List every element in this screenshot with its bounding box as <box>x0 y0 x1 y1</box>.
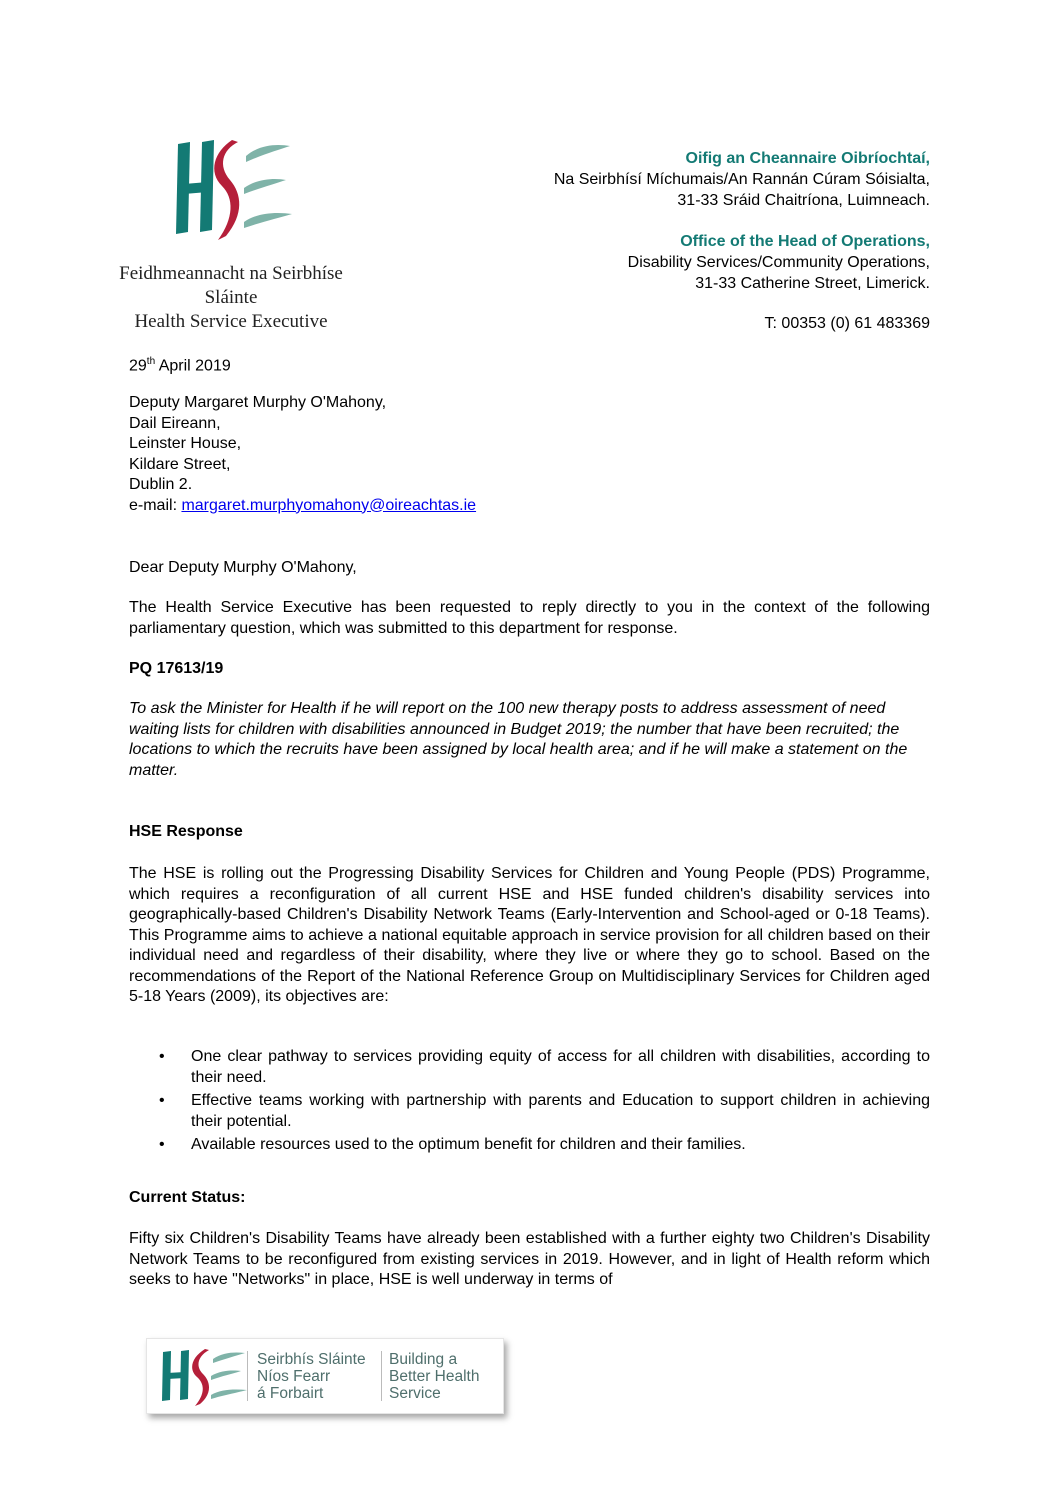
status-paragraph: Fifty six Children's Disability Teams have already been established with a further eighty two Children's Disability Network Teams to be reconfigured from existing services in 2019. However, and in light of Health reform which seeks to have "Networks" in place, HSE is well underway in terms of <box>129 1230 930 1288</box>
address-english-heading: Office of the Head of Operations, <box>680 233 930 250</box>
hse-logo-mark <box>160 132 300 250</box>
objective-text: One clear pathway to services providing equity of access for all children with disabilities, according to their need. <box>191 1048 930 1086</box>
recipient-line2: Leinster House, <box>129 435 242 452</box>
date-day: 29 <box>129 357 147 375</box>
bullet-icon: • <box>159 1092 165 1109</box>
objectives-list <box>129 1047 930 1159</box>
email-link[interactable]: margaret.murphyomahony@oireachtas.ie <box>181 496 477 514</box>
date-suffix: th <box>146 356 156 367</box>
bullet-icon: • <box>159 1136 165 1153</box>
footer-english-line3: Service <box>389 1385 441 1402</box>
footer-english-line2: Better Health <box>389 1368 480 1385</box>
phone-number: T: 00353 (0) 61 483369 <box>764 315 930 332</box>
address-irish-line2: 31-33 Sráid Chaitríona, Luimneach. <box>677 192 930 209</box>
recipient-line3: Kildare Street, <box>129 455 231 473</box>
list-item <box>129 1091 930 1132</box>
list-item <box>129 1135 930 1156</box>
date-rest: April 2019 <box>155 357 231 375</box>
pq-number: PQ 17613/19 <box>129 660 224 677</box>
logo-caption-irish: Feidhmeannacht na Seirbhíse Sláinte <box>119 263 343 308</box>
recipient-block <box>129 393 476 516</box>
response-heading: HSE Response <box>129 823 243 840</box>
footer-irish-line1: Seirbhís Sláinte <box>257 1351 366 1368</box>
logo-caption <box>96 262 366 334</box>
footer-irish-line2: Níos Fearr <box>257 1368 331 1385</box>
footer-irish-text <box>257 1351 366 1402</box>
question-text: To ask the Minister for Health if he will report on the 100 new therapy posts to address assessment of need waiting lists for children with disabilities announced in Budget 2019; the number that have been recruited; the locations to which the recruits have been assigned by local health area; and if he will make a statement on the matter. <box>129 700 908 779</box>
address-irish-heading: Oifig an Cheannaire Oibríochtaí, <box>685 150 930 167</box>
recipient-line1: Dail Eireann, <box>129 414 221 432</box>
footer-hse-mark <box>153 1344 253 1408</box>
salutation: Dear Deputy Murphy O'Mahony, <box>129 559 357 576</box>
address-english-line2: 31-33 Catherine Street, Limerick. <box>695 275 930 292</box>
email-label: e-mail: <box>129 496 182 514</box>
footer-divider <box>247 1351 248 1401</box>
address-english-line1: Disability Services/Community Operations, <box>627 254 930 271</box>
address-irish <box>554 148 930 211</box>
letter-date <box>129 352 231 377</box>
response-paragraph: The HSE is rolling out the Progressing Disability Services for Children and Young People (PDS) Programme, which requires a reconfiguration of all current HSE and HSE funded children's disability services into geographically-based Children's Disability Network Teams (Early-Intervention and School-aged or 0-18 Teams). This Programme aims to achieve a national equitable approach in service provision for all children based on their individual need and regardless of their disability, where they live or where they go to school. Based on the recommendations of the Report of the National Reference Group on Multidisciplinary Services for Children aged 5-18 Years (2009), its objectives are: <box>129 865 930 1005</box>
intro-paragraph: The Health Service Executive has been requested to reply directly to you in the context of the following parliamentary question, which was submitted to this department for response. <box>129 599 930 637</box>
address-english <box>628 231 930 294</box>
footer-english-line1: Building a <box>389 1351 458 1368</box>
objective-text: Effective teams working with partnership with parents and Education to support children in achieving their potential. <box>191 1092 930 1130</box>
footer-english-text <box>389 1351 479 1402</box>
recipient-line4: Dublin 2. <box>129 476 193 493</box>
footer-divider <box>381 1351 382 1401</box>
recipient-name: Deputy Margaret Murphy O'Mahony, <box>129 394 387 411</box>
list-item <box>129 1047 930 1088</box>
footer-irish-line3: á Forbairt <box>257 1385 324 1402</box>
bullet-icon: • <box>159 1048 165 1065</box>
footer-logo <box>146 1338 504 1414</box>
address-irish-line1: Na Seirbhísí Míchumais/An Rannán Cúram Sóisialta, <box>553 171 930 188</box>
hse-logo <box>160 132 300 250</box>
status-heading: Current Status: <box>129 1189 246 1206</box>
objective-text: Available resources used to the optimum benefit for children and their families. <box>191 1136 746 1153</box>
recipient-email-row <box>129 496 476 517</box>
logo-caption-english: Health Service Executive <box>134 311 328 332</box>
